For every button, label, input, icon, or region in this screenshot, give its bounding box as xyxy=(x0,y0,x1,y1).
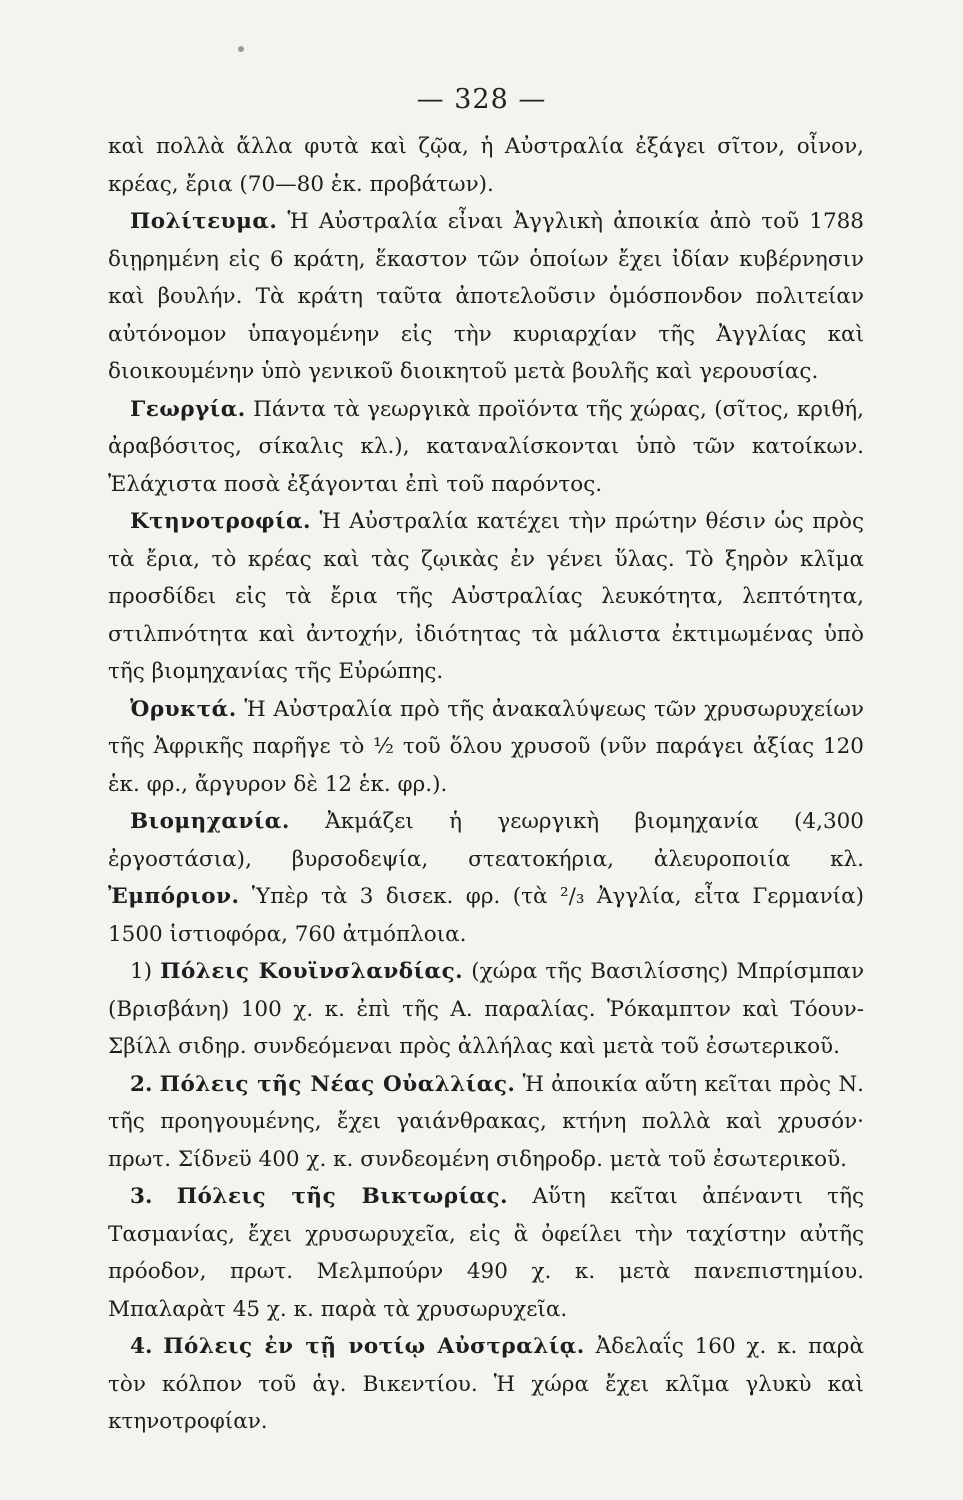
ink-speck xyxy=(238,46,244,52)
item-number: 3. xyxy=(130,1184,153,1209)
section-heading: Κτηνοτροφία. xyxy=(130,509,312,534)
section-text: Ἡ Αὐστραλία κατέχει τὴν πρώτην θέσιν ὡς πρὸς τὰ ἔρια, τὸ κρέας καὶ τὰς ζῳικὰς ἐν γένει ὕλας. Τὸ ξηρὸν κλῖμα προσδίδει εἰς τὰ ἔρια τῆς Αὐστραλίας λευκότητα, λεπτότητα, στιλπνότητα καὶ ἀντοχήν, ἰδιότητας τὰ μάλιστα ἐκτιμωμένας ὑπὸ τῆς βιομηχανίας τῆς Εὐρώπης. xyxy=(108,509,864,684)
section-text: Ἡ Αὐστραλία εἶναι Ἀγγλικὴ ἀποικία ἀπὸ τοῦ 1788 διῃρημένη εἰς 6 κράτη, ἕκαστον τῶν ὁποίων ἔχει ἰδίαν κυβέρνησιν καὶ βουλήν. Τὰ κράτη ταῦτα ἀποτελοῦσιν ὁμόσπονδον πολιτείαν αὐτόνομον ὑπαγομένην εἰς τὴν κυριαρχίαν τῆς Ἀγγλίας καὶ διοικουμένην ὑπὸ γενικοῦ διοικητοῦ μετὰ βουλῆς καὶ γερουσίας. xyxy=(108,209,864,384)
paragraph-ktinotrofia xyxy=(108,503,864,691)
paragraph-item-3 xyxy=(108,1178,864,1328)
paragraph-item-4 xyxy=(108,1328,864,1441)
paragraph-georgia xyxy=(108,391,864,504)
item-text: Ἀδελαΐς 160 χ. κ. παρὰ τὸν κόλπον τοῦ ἁγ. Βικεντίου. Ἡ χώρα ἔχει κλῖμα γλυκὺ καὶ κτηνοτροφίαν. xyxy=(108,1334,864,1434)
page-body xyxy=(108,128,864,1441)
item-text: Αὕτη κεῖται ἀπέναντι τῆς Τασμανίας, ἔχει χρυσωρυχεῖα, εἰς ἃ ὀφείλει τὴν ταχίστην αὐτῆς πρόοδον, πρωτ. Μελμπούρν 490 χ. κ. μετὰ πανεπιστημίου. Μπαλαρὰτ 45 χ. κ. παρὰ τὰ χρυσωρυχεῖα. xyxy=(108,1184,865,1322)
section-text: Ἡ Αὐστραλία πρὸ τῆς ἀνακαλύψεως τῶν χρυσωρυχείων τῆς Ἀφρικῆς παρῆγε τὸ ½ τοῦ ὅλου χρυσοῦ (νῦν παράγει ἀξίας 120 ἑκ. φρ., ἄργυρον δὲ 12 ἑκ. φρ.). xyxy=(108,696,864,797)
paragraph-politeuma xyxy=(108,203,864,391)
item-text: Ἡ ἀποικία αὕτη κεῖται πρὸς Ν. τῆς προηγουμένης, ἔχει γαιάνθρακας, κτήνη πολλὰ καὶ χρυσόν· πρωτ. Σίδνεϋ 400 χ. κ. συνδεομένη σιδηροδρ. μετὰ τοῦ ἐσωτερικοῦ. xyxy=(108,1071,864,1172)
section-heading: Βιομηχανία. xyxy=(130,809,290,834)
section-heading-emporion: Ἐμπόριον. xyxy=(108,884,240,909)
item-heading: Πόλεις τῆς Βικτωρίας. xyxy=(176,1184,509,1209)
paragraph-item-2 xyxy=(108,1066,864,1179)
section-heading: Γεωργία. xyxy=(130,396,246,422)
item-heading: Πόλεις Κουϊνσλανδίας. xyxy=(160,959,464,984)
section-text-emporion: Ὑπὲρ τὰ 3 δισεκ. φρ. (τὰ ²/₃ Ἀγγλία, εἶτα Γερμανία) 1500 ἱστιοφόρα, 760 ἀτμόπλοια. xyxy=(108,884,864,947)
item-text: (χώρα τῆς Βασιλίσσης) Μπρίσμπαν (Βρισβάνη) 100 χ. κ. ἐπὶ τῆς Α. παραλίας. Ῥόκαμπτον καὶ Τόουν-Σβίλλ σιδηρ. συνδεόμεναι πρὸς ἀλλήλας καὶ μετὰ τοῦ ἐσωτερικοῦ. xyxy=(108,959,865,1059)
section-text: Ἀκμάζει ἡ γεωργικὴ βιομηχανία (4,300 ἐργοστάσια), βυρσοδεψία, στεατοκήρια, ἀλευροποιία κλ. xyxy=(108,809,864,872)
section-text: Πάντα τὰ γεωργικὰ προϊόντα τῆς χώρας, (σῖτος, κριθή, ἀραβόσιτος, σίκαλις κλ.), καταναλίσκονται ὑπὸ τῶν κατοίκων. Ἐλάχιστα ποσὰ ἐξάγονται ἐπὶ τοῦ παρόντος. xyxy=(108,396,864,497)
item-number: 4. xyxy=(130,1334,153,1359)
item-heading: Πόλεις τῆς Νέας Οὐαλλίας. xyxy=(159,1071,516,1097)
item-number: 2. xyxy=(130,1071,153,1097)
item-number: 1) xyxy=(130,959,153,984)
page-number: — 328 — xyxy=(416,84,547,115)
paragraph-viomichania xyxy=(108,803,864,953)
paragraph-orykta xyxy=(108,691,864,804)
section-heading: Ὀρυκτά. xyxy=(130,696,237,722)
paragraph-item-1 xyxy=(108,953,864,1066)
item-heading: Πόλεις ἐν τῇ νοτίῳ Αὐστραλίᾳ. xyxy=(163,1334,585,1359)
paragraph-intro: καὶ πολλὰ ἄλλα φυτὰ καὶ ζῷα, ἡ Αὐστραλία ἐξάγει σῖτον, οἶνον, κρέας, ἔρια (70—80 ἑκ. προβάτων). xyxy=(108,134,864,197)
section-heading: Πολίτευμα. xyxy=(130,209,278,234)
